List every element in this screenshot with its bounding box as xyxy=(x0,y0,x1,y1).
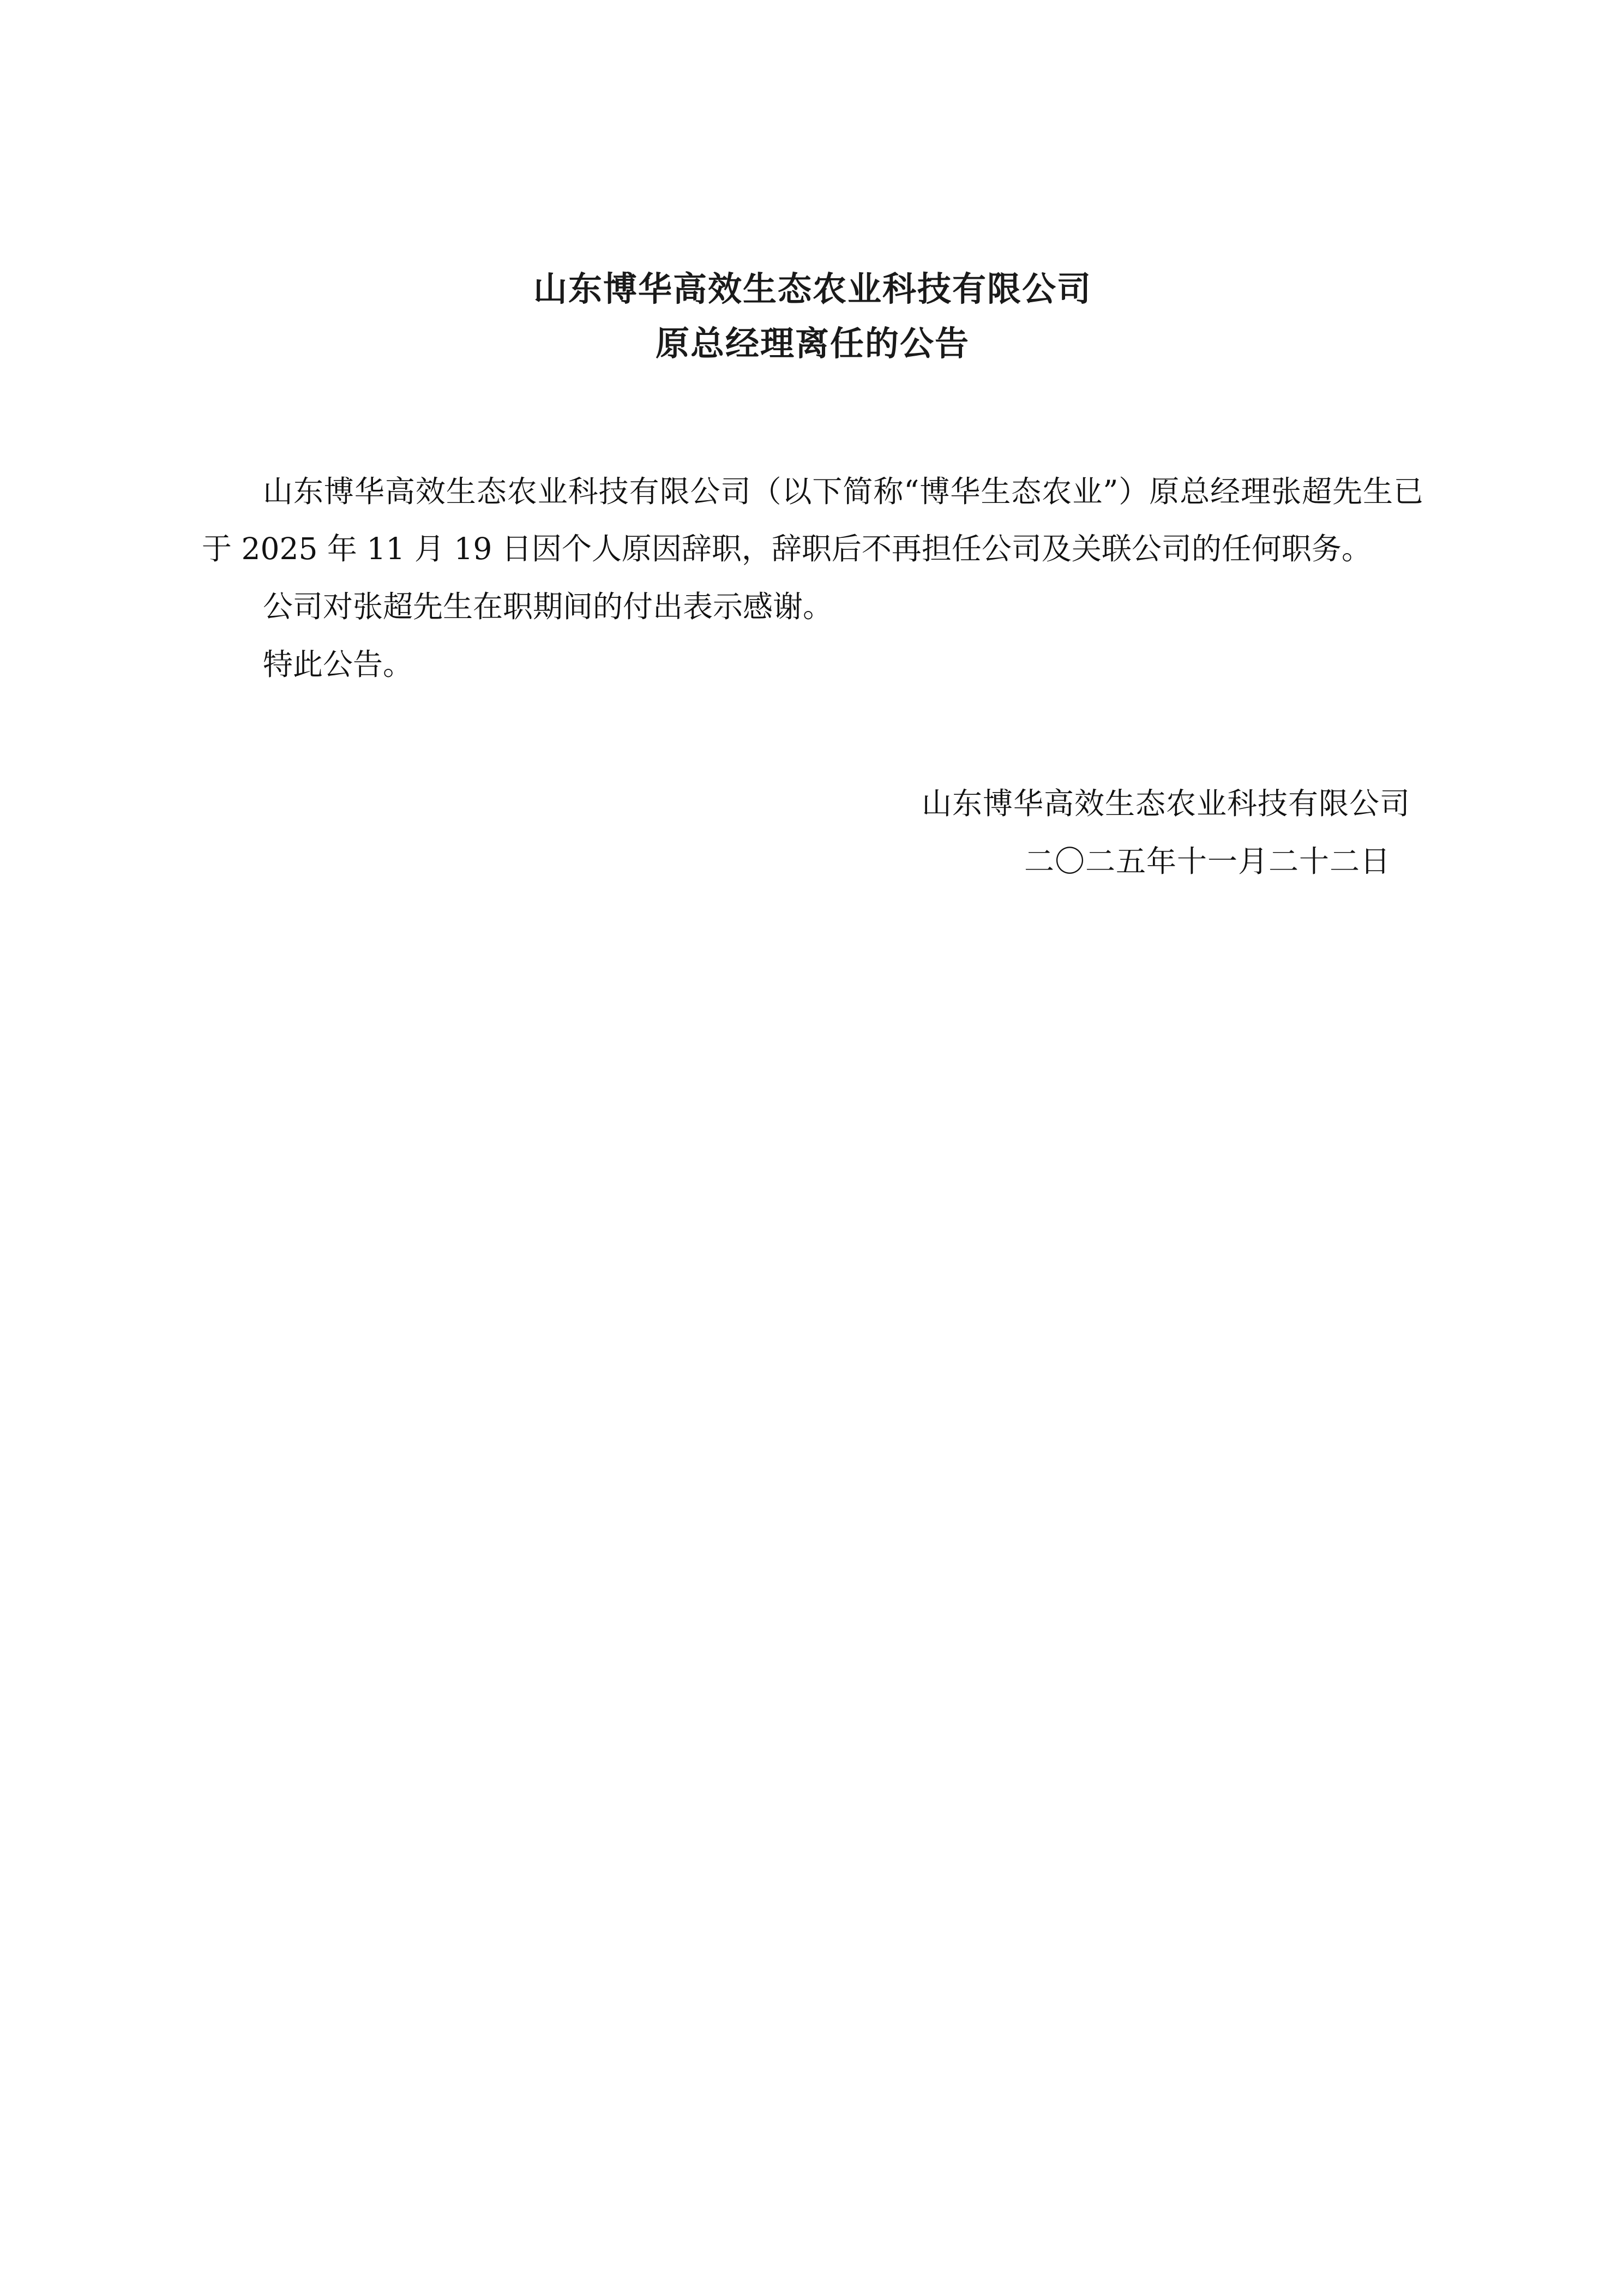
paragraph-1: 山东博华高效生态农业科技有限公司（以下简称“博华生态农业”）原总经理张超先生已于 2025 年 11 月 19 日因个人原因辞职，辞职后不再担任公司及关联公司的任何职务。 xyxy=(202,473,1423,567)
document-title xyxy=(202,262,1423,371)
paragraph-3: 特此公告。 xyxy=(263,646,413,682)
signature-company: 山东博华高效生态农业科技有限公司 xyxy=(921,786,1410,822)
title-line-1: 山东博华高效生态农业科技有限公司 xyxy=(533,269,1092,309)
signature xyxy=(202,775,1423,890)
title-line-2: 原总经理离任的公告 xyxy=(655,323,970,364)
document-content xyxy=(202,262,1423,890)
signature-date: 二〇二五年十一月二十二日 xyxy=(1024,843,1391,879)
paragraph-2: 公司对张超先生在职期间的付出表示感谢。 xyxy=(263,589,833,625)
document-body xyxy=(202,463,1423,693)
